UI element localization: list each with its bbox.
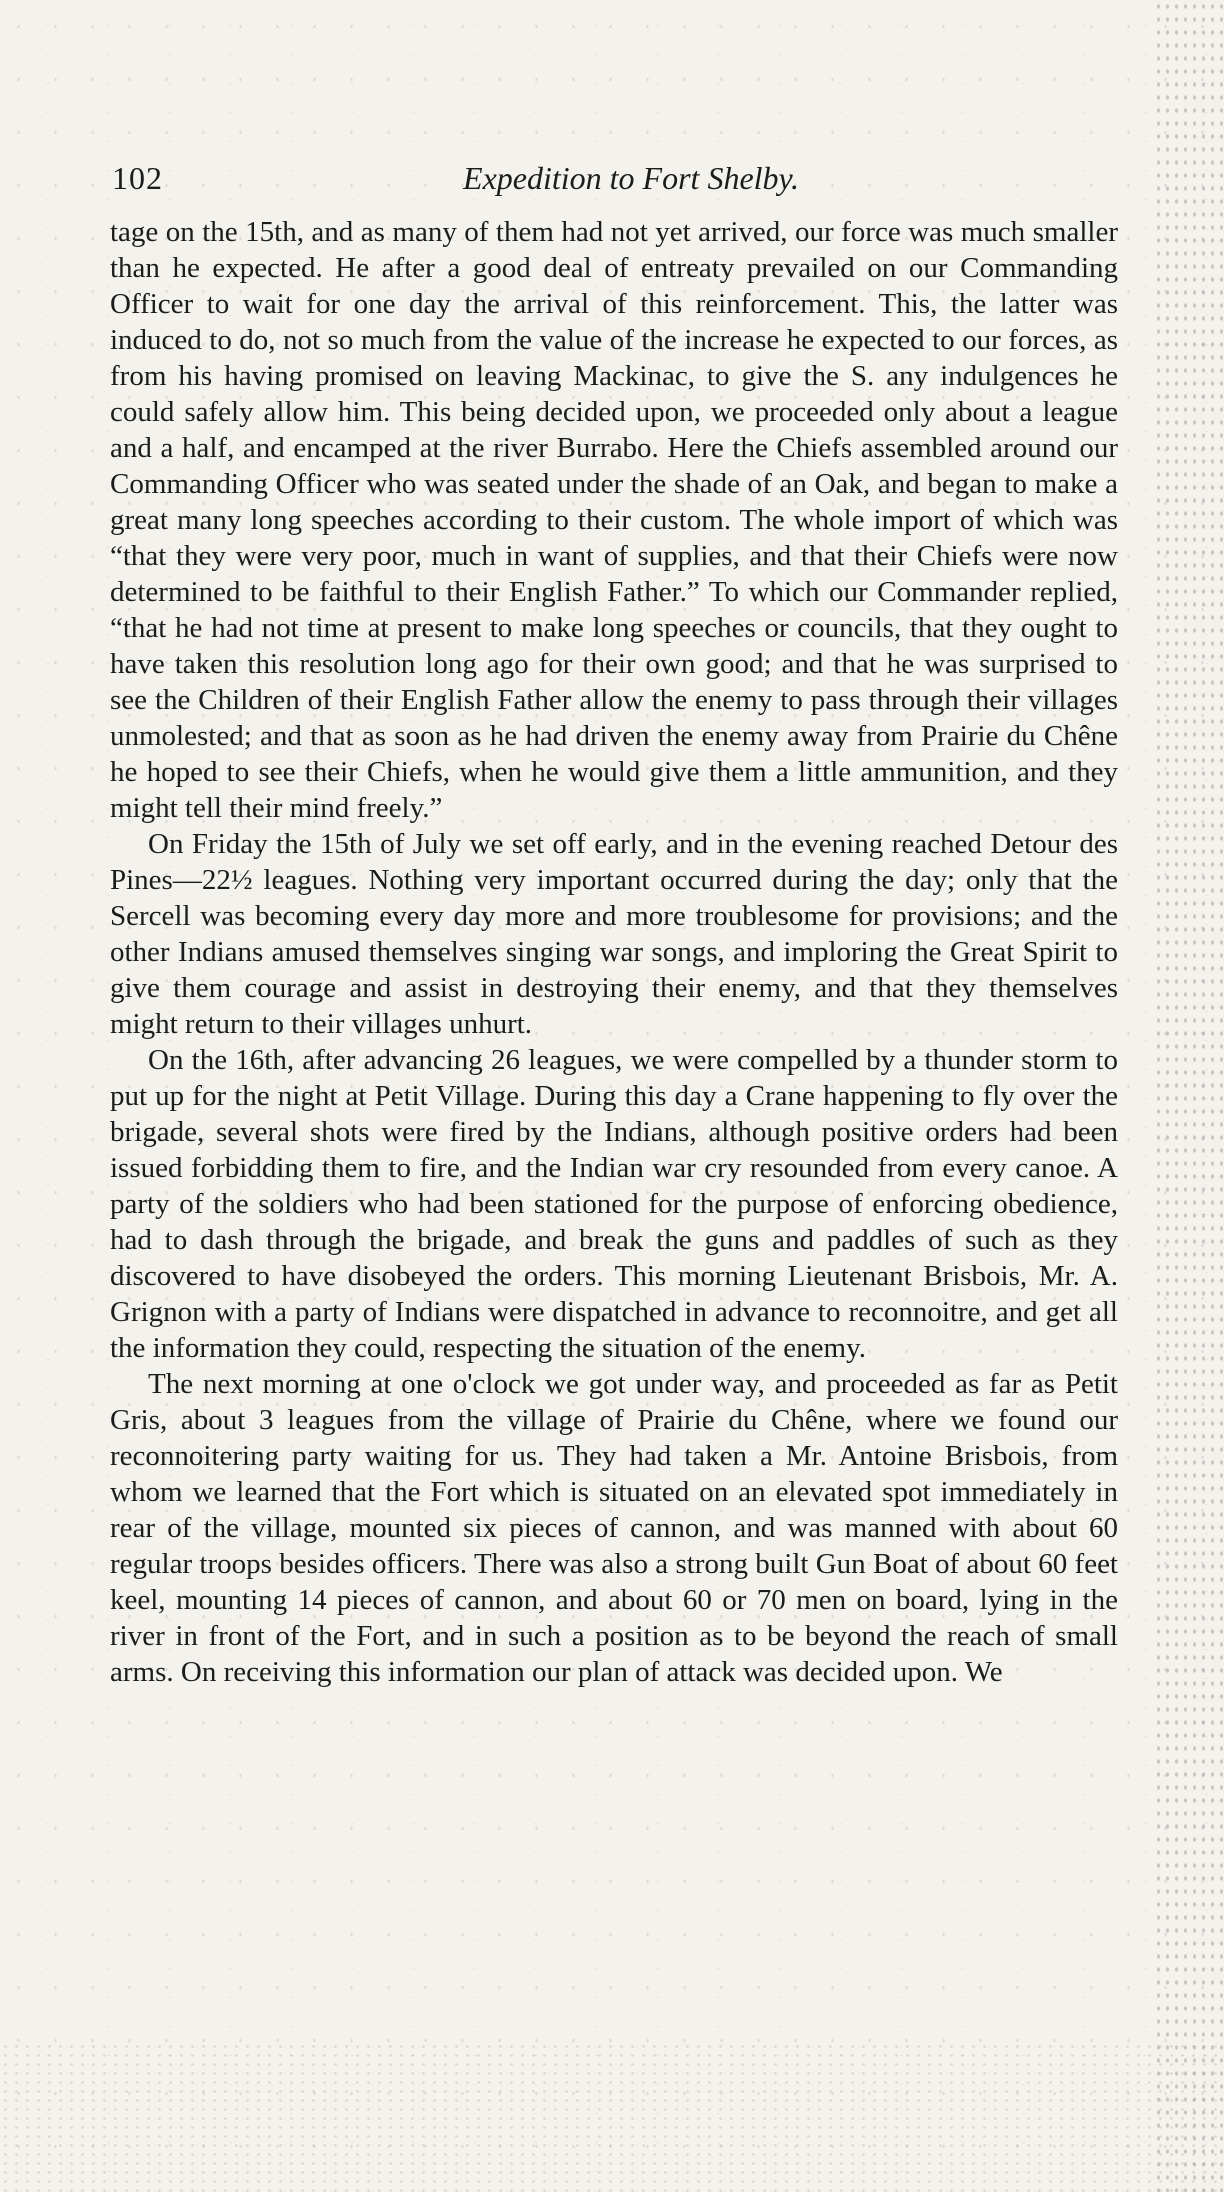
paragraph-july-16: On the 16th, after advancing 26 leagues, we were compelled by a thunder storm to put up for the night at Petit Village. During this day a Crane happening to fly over the brigade, several shots were fired by the Indians, although positive orders had been issued forbidding them to fire, and the Indian war cry resounded from every canoe. A party of the soldiers who had been stationed for the purpose of enforcing obedience, had to dash through the brigade, and break the guns and paddles of such as they discovered to have disobeyed the orders. This morning Lieutenant Brisbois, Mr. A. Grignon with a party of Indians were dispatched in advance to reconnoitre, and get all the information they could, respecting the situation of the enemy. — [110, 1044, 1118, 1364]
paragraph-continued: tage on the 15th, and as many of them had not yet arrived, our force was much smaller than he expected. He after a good deal of entreaty prevailed on our Commanding Officer to wait for one day the arrival of this reinforcement. This, the latter was induced to do, not so much from the value of the increase he expected to our forces, as from his having promised on leaving Mackinac, to give the S. any indulgences he could safely allow him. This being decided upon, we proceeded only about a league and a half, and encamped at the river Burrabo. Here the Chiefs assembled around our Commanding Officer who was seated under the shade of an Oak, and began to make a great many long speeches according to their custom. The whole import of which was “that they were very poor, much in want of supplies, and that their Chiefs were now determined to be faithful to their English Father.” To which our Commander replied, “that he had not time at present to make long speeches or councils, that they ought to have taken this resolution long ago for their own good; and that he was surprised to see the Children of their English Father allow the enemy to pass through their villages unmolested; and that as soon as he had driven the enemy away from Prairie du Chêne he hoped to see their Chiefs, when he would give them a little ammunition, and they might tell their mind freely.” — [110, 216, 1118, 824]
running-title: Expedition to Fort Shelby. — [463, 160, 799, 196]
paragraph-july-15: On Friday the 15th of July we set off early, and in the evening reached Detour des Pines—22½ leagues. Nothing very important occurred during the day; only that the Sercell was becoming every day more and more troublesome for provisions; and the other Indians amused themselves singing war songs, and imploring the Great Spirit to give them courage and assist in destroying their enemy, and that they themselves might return to their villages unhurt. — [110, 828, 1118, 1040]
page-number: 102 — [112, 160, 163, 196]
paragraph-next-morning: The next morning at one o'clock we got under way, and proceeded as far as Petit Gris, about 3 leagues from the village of Prairie du Chêne, where we found our reconnoitering party waiting for us. They had taken a Mr. Antoine Brisbois, from whom we learned that the Fort which is situated on an elevated spot immediately in rear of the village, mounted six pieces of cannon, and was manned with about 60 regular troops besides officers. There was also a strong built Gun Boat of about 60 feet keel, mounting 14 pieces of cannon, and about 60 or 70 men on board, lying in the river in front of the Fort, and in such a position as to be beyond the reach of small arms. On receiving this information our plan of attack was decided upon. We — [110, 1368, 1118, 1688]
scan-edge-noise-bottom — [0, 2042, 1224, 2192]
scan-edge-noise-right — [1154, 0, 1224, 2192]
book-page — [96, 160, 1126, 1690]
body-text — [110, 214, 1118, 1690]
page-header — [96, 160, 1126, 204]
